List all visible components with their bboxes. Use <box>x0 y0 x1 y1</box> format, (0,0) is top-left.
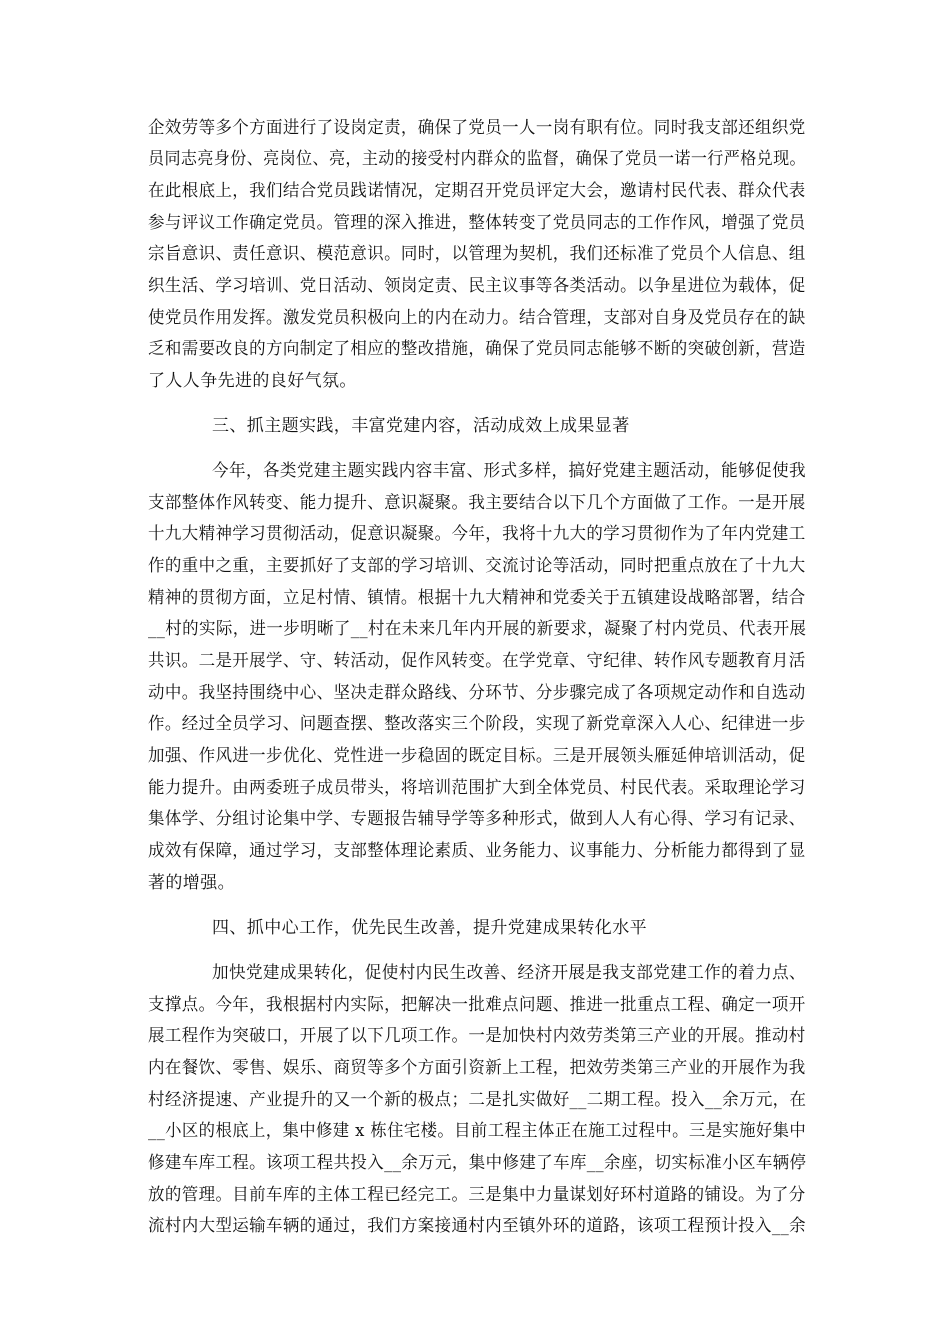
text-line: 加强、作风进一步优化、党性进一步稳固的既定目标。三是开展领头雁延伸培训活动，促 <box>148 746 806 766</box>
text-line: 展工程作为突破口，开展了以下几项工作。一是加快村内效劳类第三产业的开展。推动村 <box>148 1026 806 1046</box>
text-line: 共识。二是开展学、守、转活动，促作风转变。在学党章、守纪律、转作风专题教育月活 <box>148 651 806 671</box>
text-line: 企效劳等多个方面进行了设岗定责，确保了党员一人一岗有职有位。同时我支部还组织党 <box>148 118 806 138</box>
text-line: 宗旨意识、责任意识、模范意识。同时，以管理为契机，我们还标准了党员个人信息、组 <box>148 244 806 264</box>
text-line: 使党员作用发挥。激发党员积极向上的内在动力。结合管理，支部对自身及党员存在的缺 <box>148 308 806 328</box>
text-line: 集体学、分组讨论集中学、专题报告辅导学等多种形式，做到人人有心得、学习有记录、 <box>148 809 806 829</box>
text-line: 著的增强。 <box>148 873 235 893</box>
text-line: 支撑点。今年，我根据村内实际，把解决一批难点问题、推进一批重点工程、确定一项开 <box>148 995 806 1015</box>
text-line: 作的重中之重，主要抓好了支部的学习培训、交流讨论等活动，同时把重点放在了十九大 <box>148 556 806 576</box>
text-line: 支部整体作风转变、能力提升、意识凝聚。我主要结合以下几个方面做了工作。一是开展 <box>148 493 806 513</box>
text-line: 今年，各类党建主题实践内容丰富、形式多样，搞好党建主题活动，能够促使我 <box>212 461 807 481</box>
text-line: 作。经过全员学习、问题查摆、整改落实三个阶段，实现了新党章深入人心、纪律进一步 <box>148 714 806 734</box>
text-line: 了人人争先进的良好气氛。 <box>148 371 357 391</box>
text-line: 成效有保障，通过学习，支部整体理论素质、业务能力、议事能力、分析能力都得到了显 <box>148 841 806 861</box>
text-line: 修建车库工程。该项工程共投入__余万元，集中修建了车库__余座，切实标准小区车辆停 <box>148 1153 807 1173</box>
text-line: 在此根底上，我们结合党员践诺情况，定期召开党员评定大会，邀请村民代表、群众代表 <box>148 181 806 201</box>
text-line: 乏和需要改良的方向制定了相应的整改措施，确保了党员同志能够不断的突破创新，营造 <box>148 339 806 359</box>
text-line: 员同志亮身份、亮岗位、亮，主动的接受村内群众的监督，确保了党员一诺一行严格兑现。 <box>148 149 806 169</box>
text-line: 流村内大型运输车辆的通过，我们方案接通村内至镇外环的道路，该项工程预计投入__余 <box>148 1216 807 1236</box>
section-heading: 三、抓主题实践，丰富党建内容，活动成效上成果显著 <box>212 416 630 436</box>
text-line: 加快党建成果转化，促使村内民生改善、经济开展是我支部党建工作的着力点、 <box>212 963 807 983</box>
text-line: 精神的贯彻方面，立足村情、镇情。根据十九大精神和党委关于五镇建设战略部署，结合 <box>148 588 806 608</box>
text-line: 参与评议工作确定党员。管理的深入推进，整体转变了党员同志的工作作风，增强了党员 <box>148 213 806 233</box>
text-line: 内在餐饮、零售、娱乐、商贸等多个方面引资新上工程，把效劳类第三产业的开展作为我 <box>148 1058 806 1078</box>
text-line: 动中。我坚持围绕中心、坚决走群众路线、分环节、分步骤完成了各项规定动作和自选动 <box>148 683 806 703</box>
text-line: __村的实际，进一步明晰了__村在未来几年内开展的新要求，凝聚了村内党员、代表开展 <box>148 619 807 639</box>
text-line: 十九大精神学习贯彻活动，促意识凝聚。今年，我将十九大的学习贯彻作为了年内党建工 <box>148 524 806 544</box>
section-heading: 四、抓中心工作，优先民生改善，提升党建成果转化水平 <box>212 918 647 938</box>
text-line: 放的管理。目前车库的主体工程已经完工。三是集中力量谋划好环村道路的铺设。为了分 <box>148 1185 806 1205</box>
text-line: 织生活、学习培训、党日活动、领岗定责、民主议事等各类活动。以争星进位为载体，促 <box>148 276 806 296</box>
text-line: __小区的根底上，集中修建 x 栋住宅楼。目前工程主体正在施工过程中。三是实施好集中 <box>148 1121 807 1141</box>
text-line: 村经济提速、产业提升的又一个新的极点；二是扎实做好__二期工程。投入__余万元，在 <box>148 1090 807 1110</box>
text-line: 能力提升。由两委班子成员带头，将培训范围扩大到全体党员、村民代表。采取理论学习 <box>148 778 806 798</box>
